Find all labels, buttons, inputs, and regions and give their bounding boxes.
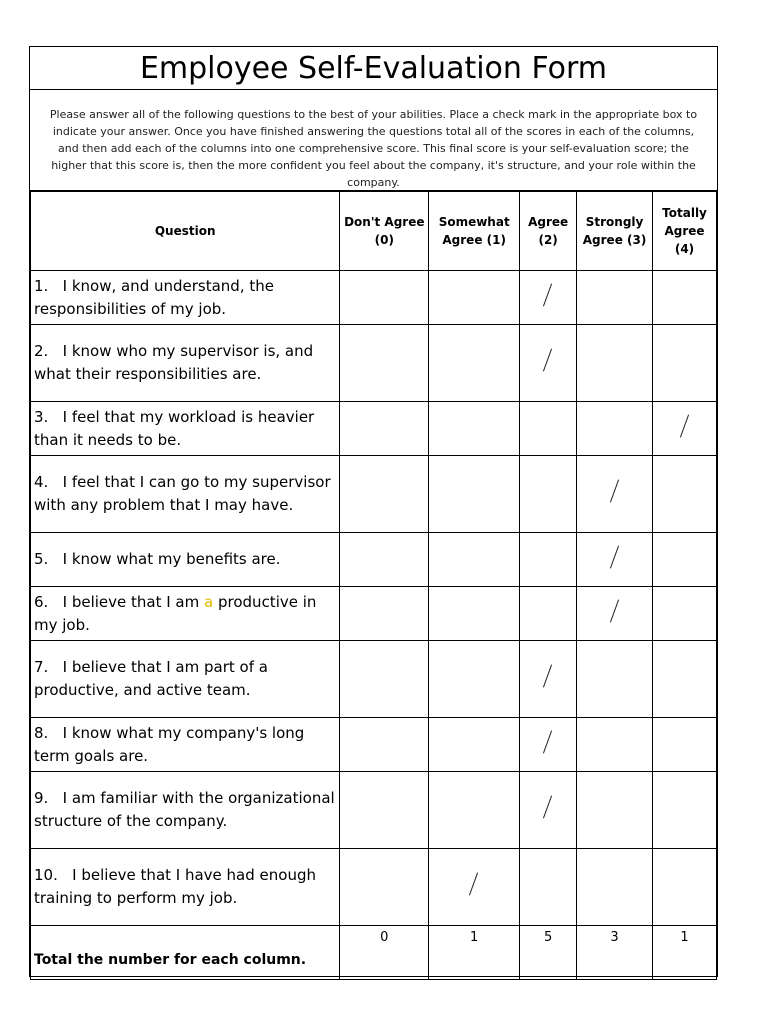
- answer-cell-totally-agree[interactable]: [653, 402, 717, 456]
- total-totally-agree: 1: [653, 926, 717, 980]
- check-mark-icon: [543, 731, 553, 753]
- question-label: I know what my company's long term goals are.: [34, 723, 305, 765]
- answer-cell-somewhat-agree[interactable]: [429, 456, 520, 533]
- answer-cell-totally-agree[interactable]: [653, 325, 717, 402]
- answer-cell-dont-agree[interactable]: [340, 402, 429, 456]
- question-number: 8.: [34, 723, 49, 742]
- check-mark-icon: [610, 600, 620, 622]
- total-label: Total the number for each column.: [31, 926, 340, 980]
- header-agree: Agree (2): [520, 192, 577, 271]
- question-number: 4.: [34, 473, 49, 491]
- answer-cell-somewhat-agree[interactable]: [429, 772, 520, 849]
- question-text: [31, 325, 340, 402]
- question-number: 1.: [34, 276, 49, 295]
- total-agree: 5: [520, 926, 577, 980]
- question-text: [31, 718, 340, 772]
- header-strongly-agree: Strongly Agree (3): [577, 192, 653, 271]
- check-mark-icon: [680, 415, 690, 437]
- question-label: I believe that I am part of a productive, and active team.: [34, 658, 268, 699]
- question-row: [31, 641, 717, 718]
- check-mark-icon: [610, 546, 620, 568]
- answer-cell-somewhat-agree[interactable]: [429, 849, 520, 926]
- answer-cell-dont-agree[interactable]: [340, 456, 429, 533]
- question-number: 2.: [34, 342, 49, 360]
- question-row: [31, 533, 717, 587]
- header-somewhat-agree: Somewhat Agree (1): [429, 192, 520, 271]
- question-row: [31, 402, 717, 456]
- question-text: [31, 533, 340, 587]
- header-question: Question: [31, 192, 340, 271]
- header-totally-agree: Totally Agree (4): [653, 192, 717, 271]
- form-instructions: Please answer all of the following questions to the best of your abilities. Place a check mark in the appropriate box to indicate your answer. Once you have finished answering the questions total all of the scores in each of the columns, and then add each of the columns into one comprehensive score. This final score is your self-evaluation score; the higher that this score is, then the more confident you feel about the company, it's structure, and your role within the company.: [30, 90, 717, 191]
- answer-cell-dont-agree[interactable]: [340, 718, 429, 772]
- answer-cell-strongly-agree[interactable]: [577, 402, 653, 456]
- check-mark-icon: [610, 480, 620, 502]
- question-number: 6.: [34, 592, 49, 611]
- answer-cell-totally-agree[interactable]: [653, 849, 717, 926]
- question-label: I know what my benefits are.: [62, 550, 281, 568]
- answer-cell-strongly-agree[interactable]: [577, 849, 653, 926]
- question-number: 3.: [34, 407, 49, 426]
- answer-cell-totally-agree[interactable]: [653, 718, 717, 772]
- answer-cell-dont-agree[interactable]: [340, 587, 429, 641]
- answer-cell-agree[interactable]: [520, 718, 577, 772]
- question-number: 9.: [34, 789, 49, 807]
- question-label: I know who my supervisor is, and what their responsibilities are.: [34, 342, 314, 383]
- question-number: 10.: [34, 866, 58, 884]
- question-text: [31, 772, 340, 849]
- question-number: 7.: [34, 658, 49, 676]
- answer-cell-totally-agree[interactable]: [653, 456, 717, 533]
- question-text: [31, 849, 340, 926]
- check-mark-icon: [543, 665, 553, 687]
- answer-cell-agree[interactable]: [520, 456, 577, 533]
- answer-cell-totally-agree[interactable]: [653, 641, 717, 718]
- answer-cell-agree[interactable]: [520, 533, 577, 587]
- question-text: [31, 641, 340, 718]
- answer-cell-totally-agree[interactable]: [653, 587, 717, 641]
- answer-cell-strongly-agree[interactable]: [577, 456, 653, 533]
- answer-cell-agree[interactable]: [520, 325, 577, 402]
- answer-cell-somewhat-agree[interactable]: [429, 587, 520, 641]
- header-dont-agree: Don't Agree (0): [340, 192, 429, 271]
- question-row: [31, 587, 717, 641]
- question-text: [31, 402, 340, 456]
- answer-cell-dont-agree[interactable]: [340, 325, 429, 402]
- answer-cell-dont-agree[interactable]: [340, 849, 429, 926]
- answer-cell-agree[interactable]: [520, 587, 577, 641]
- question-label: I believe that I am: [62, 592, 200, 611]
- question-row: [31, 271, 717, 325]
- answer-cell-somewhat-agree[interactable]: [429, 533, 520, 587]
- answer-cell-somewhat-agree[interactable]: [429, 325, 520, 402]
- evaluation-table: [30, 191, 717, 980]
- answer-cell-somewhat-agree[interactable]: [429, 718, 520, 772]
- question-label: I feel that my workload is heavier than it needs to be.: [34, 407, 315, 449]
- check-mark-icon: [543, 284, 553, 306]
- answer-cell-strongly-agree[interactable]: [577, 641, 653, 718]
- answer-cell-agree[interactable]: [520, 849, 577, 926]
- answer-cell-strongly-agree[interactable]: [577, 325, 653, 402]
- answer-cell-agree[interactable]: [520, 641, 577, 718]
- question-text: [31, 456, 340, 533]
- question-row: [31, 325, 717, 402]
- answer-cell-strongly-agree[interactable]: [577, 271, 653, 325]
- question-label: I believe that I have had enough training to perform my job.: [34, 866, 316, 907]
- answer-cell-agree[interactable]: [520, 402, 577, 456]
- answer-cell-agree[interactable]: [520, 271, 577, 325]
- answer-cell-somewhat-agree[interactable]: [429, 271, 520, 325]
- question-row: [31, 456, 717, 533]
- answer-cell-strongly-agree[interactable]: [577, 718, 653, 772]
- answer-cell-dont-agree[interactable]: [340, 772, 429, 849]
- answer-cell-dont-agree[interactable]: [340, 533, 429, 587]
- question-text: [31, 271, 340, 325]
- answer-cell-somewhat-agree[interactable]: [429, 641, 520, 718]
- total-strongly-agree: 3: [577, 926, 653, 980]
- question-label: I am familiar with the organizational structure of the company.: [34, 789, 335, 830]
- answer-cell-somewhat-agree[interactable]: [429, 402, 520, 456]
- answer-cell-strongly-agree[interactable]: [577, 772, 653, 849]
- total-somewhat-agree: 1: [429, 926, 520, 980]
- question-row: [31, 849, 717, 926]
- header-row: [31, 192, 717, 271]
- evaluation-form: [29, 46, 718, 977]
- form-title: Employee Self-Evaluation Form: [30, 47, 717, 90]
- answer-cell-totally-agree[interactable]: [653, 533, 717, 587]
- question-text: [31, 587, 340, 641]
- check-mark-icon: [543, 796, 553, 818]
- answer-cell-strongly-agree[interactable]: [577, 533, 653, 587]
- question-label: I know, and understand, the responsibilities of my job.: [34, 276, 274, 318]
- question-number: 5.: [34, 550, 49, 568]
- highlighted-word: a: [204, 592, 214, 611]
- totals-row: [31, 926, 717, 980]
- answer-cell-agree[interactable]: [520, 772, 577, 849]
- check-mark-icon: [469, 873, 479, 895]
- answer-cell-strongly-agree[interactable]: [577, 587, 653, 641]
- question-label-end: productive in my job.: [34, 592, 317, 634]
- question-row: [31, 772, 717, 849]
- answer-cell-totally-agree[interactable]: [653, 772, 717, 849]
- answer-cell-dont-agree[interactable]: [340, 271, 429, 325]
- question-label: I feel that I can go to my supervisor with any problem that I may have.: [34, 473, 331, 514]
- answer-cell-dont-agree[interactable]: [340, 641, 429, 718]
- answer-cell-totally-agree[interactable]: [653, 271, 717, 325]
- check-mark-icon: [543, 349, 553, 371]
- question-row: [31, 718, 717, 772]
- total-dont-agree: 0: [340, 926, 429, 980]
